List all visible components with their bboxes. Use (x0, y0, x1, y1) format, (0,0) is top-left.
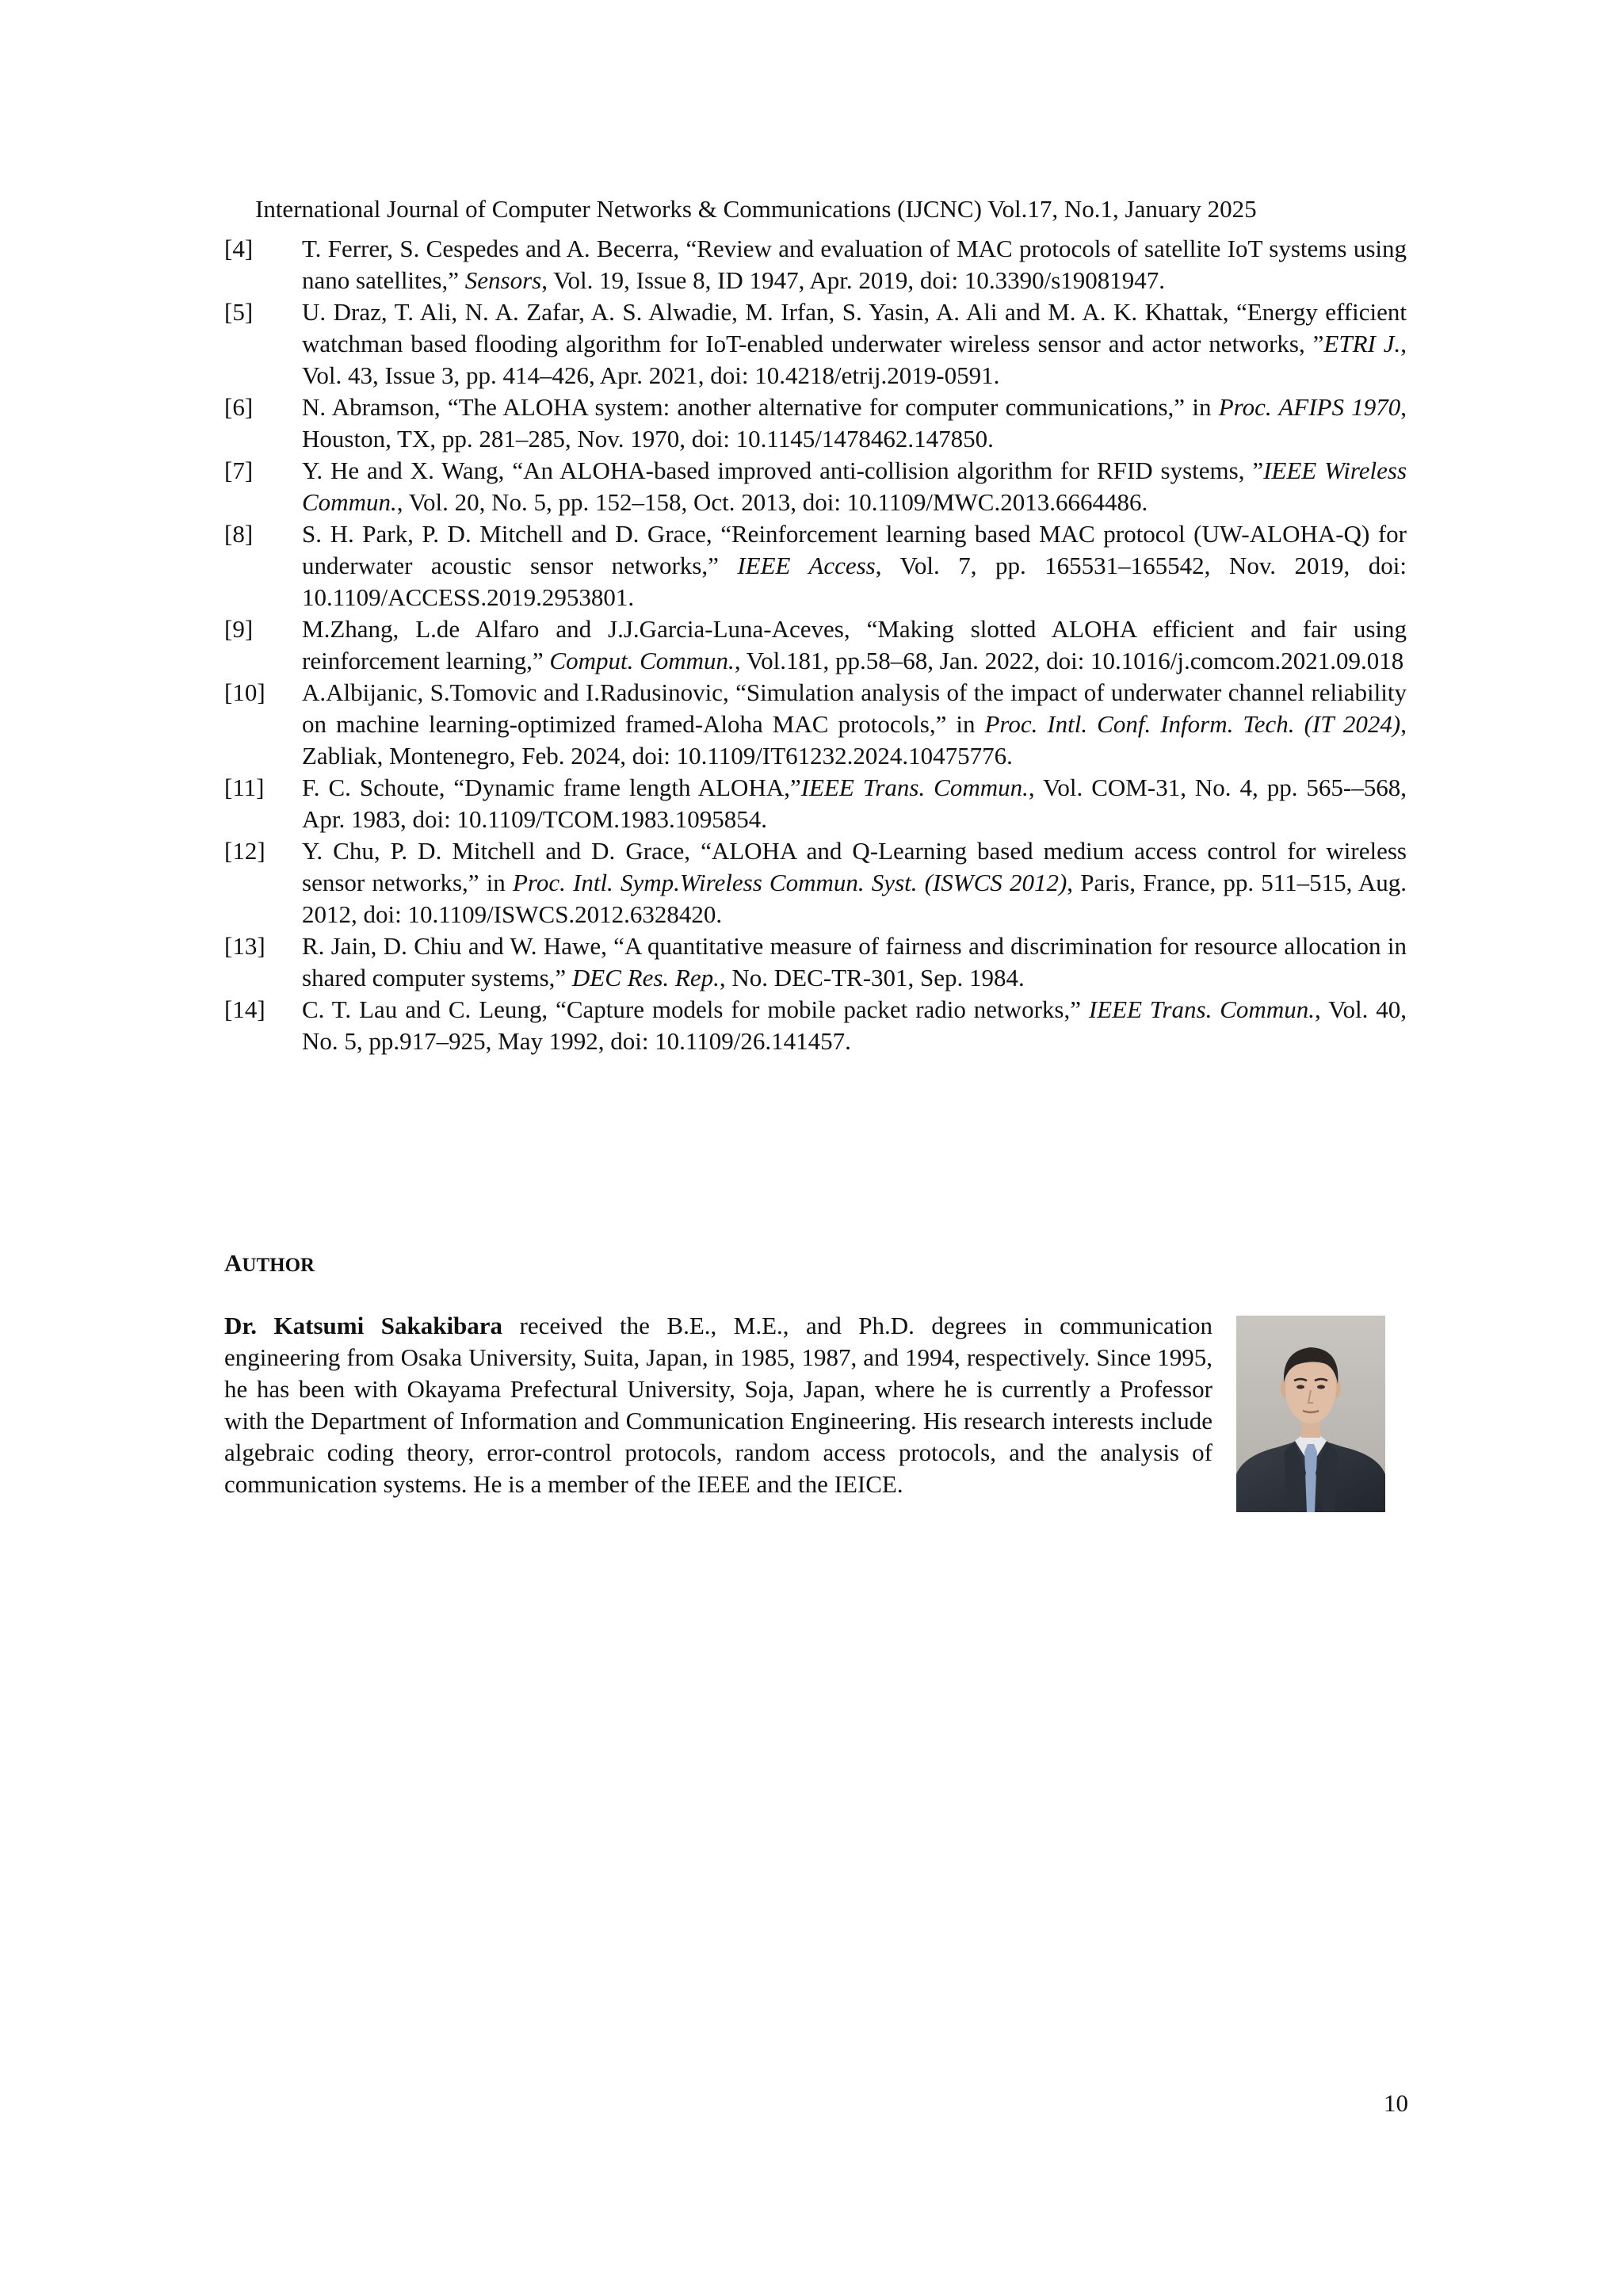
reference-venue: IEEE Access (737, 552, 876, 579)
reference-item (224, 455, 1407, 518)
author-photo (1236, 1316, 1385, 1512)
reference-venue: IEEE Trans. Commun. (1088, 995, 1315, 1023)
reference-number: [10] (224, 678, 265, 706)
reference-text: R. Jain, D. Chiu and W. Hawe, “A quantitative measure of fairness and discrimination for resource allocation in shared computer systems,” DEC Res. Rep., No. DEC-TR-301, Sep. 1984. (302, 932, 1407, 991)
author-bio-text: received the B.E., M.E., and Ph.D. degrees in communication engineering from Osaka University, Suita, Japan, in 1985, 1987, and 1994, respectively. Since 1995, he has been with Okayama Prefectural University, Soja, Japan, where he is currently a Professor with the Department of Information and Communication Engineering. His research interests include algebraic coding theory, error-control protocols, random access protocols, and the analysis of communication systems. He is a member of the IEEE and the IEICE. (224, 1312, 1213, 1498)
reference-text: N. Abramson, “The ALOHA system: another alternative for computer communications,” in Proc. AFIPS 1970, Houston, TX, pp. 281–285, Nov. 1970, doi: 10.1145/1478462.147850. (302, 393, 1407, 453)
reference-text: C. T. Lau and C. Leung, “Capture models for mobile packet radio networks,” IEEE Trans. Commun., Vol. 40, No. 5, pp.917–925, May 1992, doi: 10.1109/26.141457. (302, 995, 1407, 1055)
reference-number: [6] (224, 393, 254, 421)
reference-text: U. Draz, T. Ali, N. A. Zafar, A. S. Alwadie, M. Irfan, S. Yasin, A. Ali and M. A. K. Khattak, “Energy efficient watchman based flooding algorithm for IoT-enabled underwater wireless sensor and actor networks, ”ETRI J., Vol. 43, Issue 3, pp. 414–426, Apr. 2021, doi: 10.4218/etrij.2019-0591. (302, 298, 1407, 389)
reference-item (224, 677, 1407, 772)
reference-number: [12] (224, 837, 265, 865)
reference-number: [5] (224, 298, 254, 326)
journal-header: International Journal of Computer Networks & Communications (IJCNC) Vol.17, No.1, January 2025 (255, 195, 1257, 223)
reference-venue: Comput. Commun. (549, 647, 735, 674)
page-number: 10 (1384, 2089, 1408, 2117)
reference-number: [9] (224, 615, 254, 643)
reference-item (224, 930, 1407, 994)
reference-number: [4] (224, 235, 254, 262)
reference-item (224, 296, 1407, 392)
section-heading-author: AUTHOR (224, 1249, 315, 1277)
reference-venue: DEC Res. Rep. (571, 964, 720, 991)
reference-number: [7] (224, 457, 254, 484)
reference-venue: Proc. Intl. Symp.Wireless Commun. Syst. (ISWCS 2012) (512, 869, 1067, 896)
reference-number: [13] (224, 932, 265, 960)
reference-item (224, 613, 1407, 677)
reference-item (224, 835, 1407, 930)
reference-venue: ETRI J. (1323, 330, 1401, 357)
reference-item (224, 518, 1407, 613)
reference-number: [14] (224, 995, 265, 1023)
reference-text: Y. He and X. Wang, “An ALOHA-based improved anti-collision algorithm for RFID systems, ”IEEE Wireless Commun., Vol. 20, No. 5, pp. 152–158, Oct. 2013, doi: 10.1109/MWC.2013.6664486. (302, 457, 1407, 516)
reference-text: S. H. Park, P. D. Mitchell and D. Grace, “Reinforcement learning based MAC protocol (UW-ALOHA-Q) for underwater acoustic sensor networks,” IEEE Access, Vol. 7, pp. 165531–165542, Nov. 2019, doi: 10.1109/ACCESS.2019.2953801. (302, 520, 1407, 611)
reference-item (224, 233, 1407, 296)
reference-item (224, 994, 1407, 1057)
reference-venue: Proc. Intl. Conf. Inform. Tech. (IT 2024) (984, 710, 1401, 738)
reference-list (224, 233, 1407, 1057)
reference-text: T. Ferrer, S. Cespedes and A. Becerra, “Review and evaluation of MAC protocols of satellite IoT systems using nano satellites,” Sensors, Vol. 19, Issue 8, ID 1947, Apr. 2019, doi: 10.3390/s19081947. (302, 235, 1407, 294)
author-name: Dr. Katsumi Sakakibara (224, 1312, 503, 1339)
reference-venue: Proc. AFIPS 1970 (1218, 393, 1401, 421)
reference-item (224, 392, 1407, 455)
author-bio (224, 1310, 1212, 1500)
reference-venue: IEEE Trans. Commun. (800, 774, 1029, 801)
reference-text: A.Albijanic, S.Tomovic and I.Radusinovic, “Simulation analysis of the impact of underwater channel reliability on machine learning-optimized framed-Aloha MAC protocols,” in Proc. Intl. Conf. Inform. Tech. (IT 2024), Zabliak, Montenegro, Feb. 2024, doi: 10.1109/IT61232.2024.10475776. (302, 678, 1407, 770)
reference-venue: Sensors (464, 266, 542, 294)
reference-number: [8] (224, 520, 254, 548)
reference-item (224, 772, 1407, 835)
reference-text: M.Zhang, L.de Alfaro and J.J.Garcia-Luna-Aceves, “Making slotted ALOHA efficient and fair using reinforcement learning,” Comput. Commun., Vol.181, pp.58–68, Jan. 2022, doi: 10.1016/j.comcom.2021.09.018 (302, 615, 1407, 674)
reference-text: F. C. Schoute, “Dynamic frame length ALOHA,”IEEE Trans. Commun., Vol. COM-31, No. 4, pp. 565-–568, Apr. 1983, doi: 10.1109/TCOM.1983.1095854. (302, 774, 1407, 833)
reference-venue: IEEE Wireless Commun. (302, 457, 1407, 516)
reference-number: [11] (224, 774, 265, 801)
reference-text: Y. Chu, P. D. Mitchell and D. Grace, “ALOHA and Q-Learning based medium access control for wireless sensor networks,” in Proc. Intl. Symp.Wireless Commun. Syst. (ISWCS 2012), Paris, France, pp. 511–515, Aug. 2012, doi: 10.1109/ISWCS.2012.6328420. (302, 837, 1407, 928)
